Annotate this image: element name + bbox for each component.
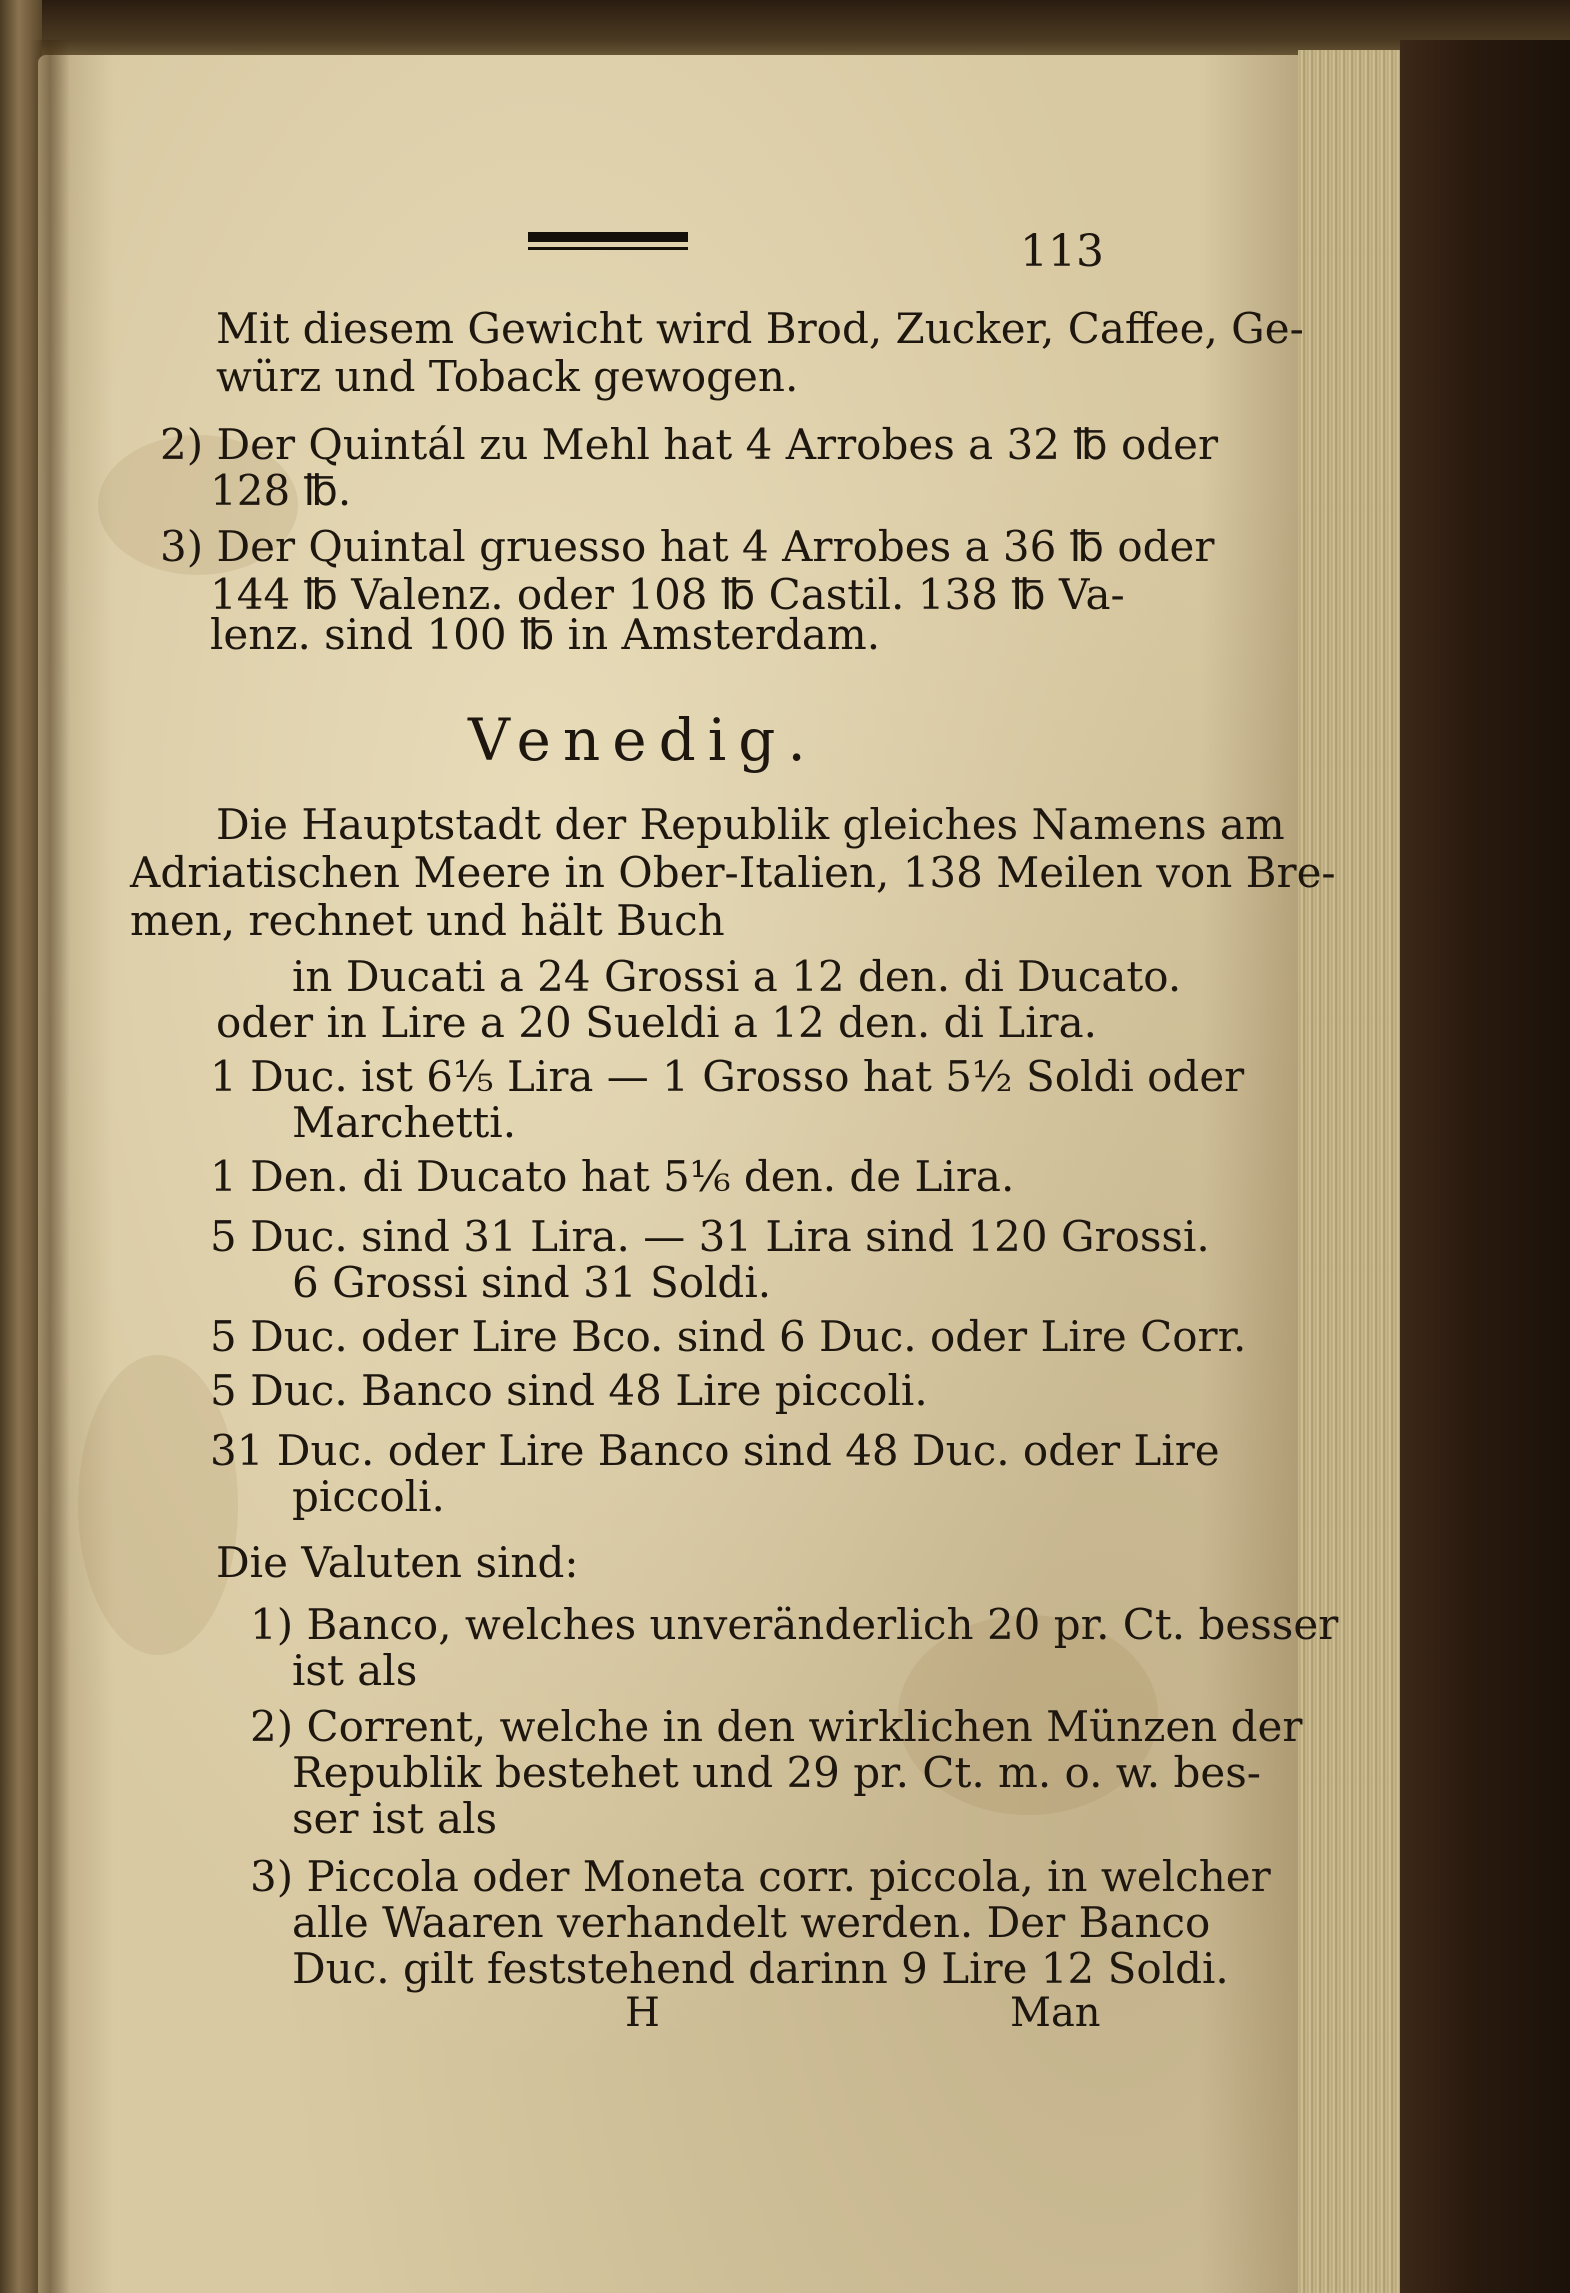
- page-number: 113: [1020, 226, 1104, 277]
- text-line: 5 Duc. Banco sind 48 Lire piccoli.: [210, 1366, 928, 1415]
- text-line: 5 Duc. oder Lire Bco. sind 6 Duc. oder Lire Corr.: [210, 1312, 1247, 1361]
- text-line: 2) Corrent, welche in den wirklichen Münzen der: [250, 1702, 1303, 1751]
- text-line: Die Valuten sind:: [216, 1538, 579, 1587]
- text-line: Adriatischen Meere in Ober-Italien, 138 Meilen von Bre-: [130, 848, 1336, 897]
- text-line: piccoli.: [292, 1472, 445, 1521]
- text-line: 1 Duc. ist 6⅕ Lira — 1 Grosso hat 5½ Soldi oder: [210, 1052, 1245, 1101]
- text-line: lenz. sind 100 ℔ in Amsterdam.: [210, 610, 881, 659]
- text-line: 128 ℔.: [210, 466, 352, 515]
- gutter-shadow: [30, 40, 70, 2293]
- text-line: Die Hauptstadt der Republik gleiches Namens am: [216, 800, 1285, 849]
- text-line: 6 Grossi sind 31 Soldi.: [292, 1258, 772, 1307]
- text-line: ser ist als: [292, 1794, 498, 1843]
- text-line: 1) Banco, welches unveränderlich 20 pr. Ct. besser: [250, 1600, 1339, 1649]
- text-line: Duc. gilt feststehend darinn 9 Lire 12 Soldi.: [292, 1944, 1229, 1993]
- text-line: 3) Piccola oder Moneta corr. piccola, in welcher: [250, 1852, 1271, 1901]
- text-line: 5 Duc. sind 31 Lira. — 31 Lira sind 120 Grossi.: [210, 1212, 1210, 1261]
- text-line: alle Waaren verhandelt werden. Der Banco: [292, 1898, 1211, 1947]
- catchword: Man: [1010, 1990, 1101, 2036]
- text-line: 144 ℔ Valenz. oder 108 ℔ Castil. 138 ℔ Va-: [210, 570, 1125, 619]
- text-line: würz und Toback gewogen.: [216, 352, 799, 401]
- text-line: men, rechnet und hält Buch: [130, 896, 725, 945]
- text-line: 31 Duc. oder Lire Banco sind 48 Duc. oder Lire: [210, 1426, 1220, 1475]
- text-line: ist als: [292, 1646, 418, 1695]
- text-line: oder in Lire a 20 Sueldi a 12 den. di Lira.: [216, 998, 1097, 1047]
- text-line: Mit diesem Gewicht wird Brod, Zucker, Caffee, Ge-: [216, 304, 1304, 353]
- page-stack-edge: [1298, 50, 1408, 2293]
- header-rule: [528, 232, 688, 250]
- book-cover-right: [1400, 40, 1570, 2293]
- text-line: 1 Den. di Ducato hat 5⅙ den. de Lira.: [210, 1152, 1015, 1201]
- signature-mark: H: [625, 1990, 660, 2036]
- text-line: 2) Der Quintál zu Mehl hat 4 Arrobes a 32 ℔ oder: [160, 420, 1219, 469]
- text-line: Republik bestehet und 29 pr. Ct. m. o. w. bes-: [292, 1748, 1261, 1797]
- text-line: 3) Der Quintal gruesso hat 4 Arrobes a 36 ℔ oder: [160, 522, 1215, 571]
- section-heading: Venedig.: [468, 706, 818, 774]
- text-line: in Ducati a 24 Grossi a 12 den. di Ducato.: [292, 952, 1182, 1001]
- text-line: Marchetti.: [292, 1098, 517, 1147]
